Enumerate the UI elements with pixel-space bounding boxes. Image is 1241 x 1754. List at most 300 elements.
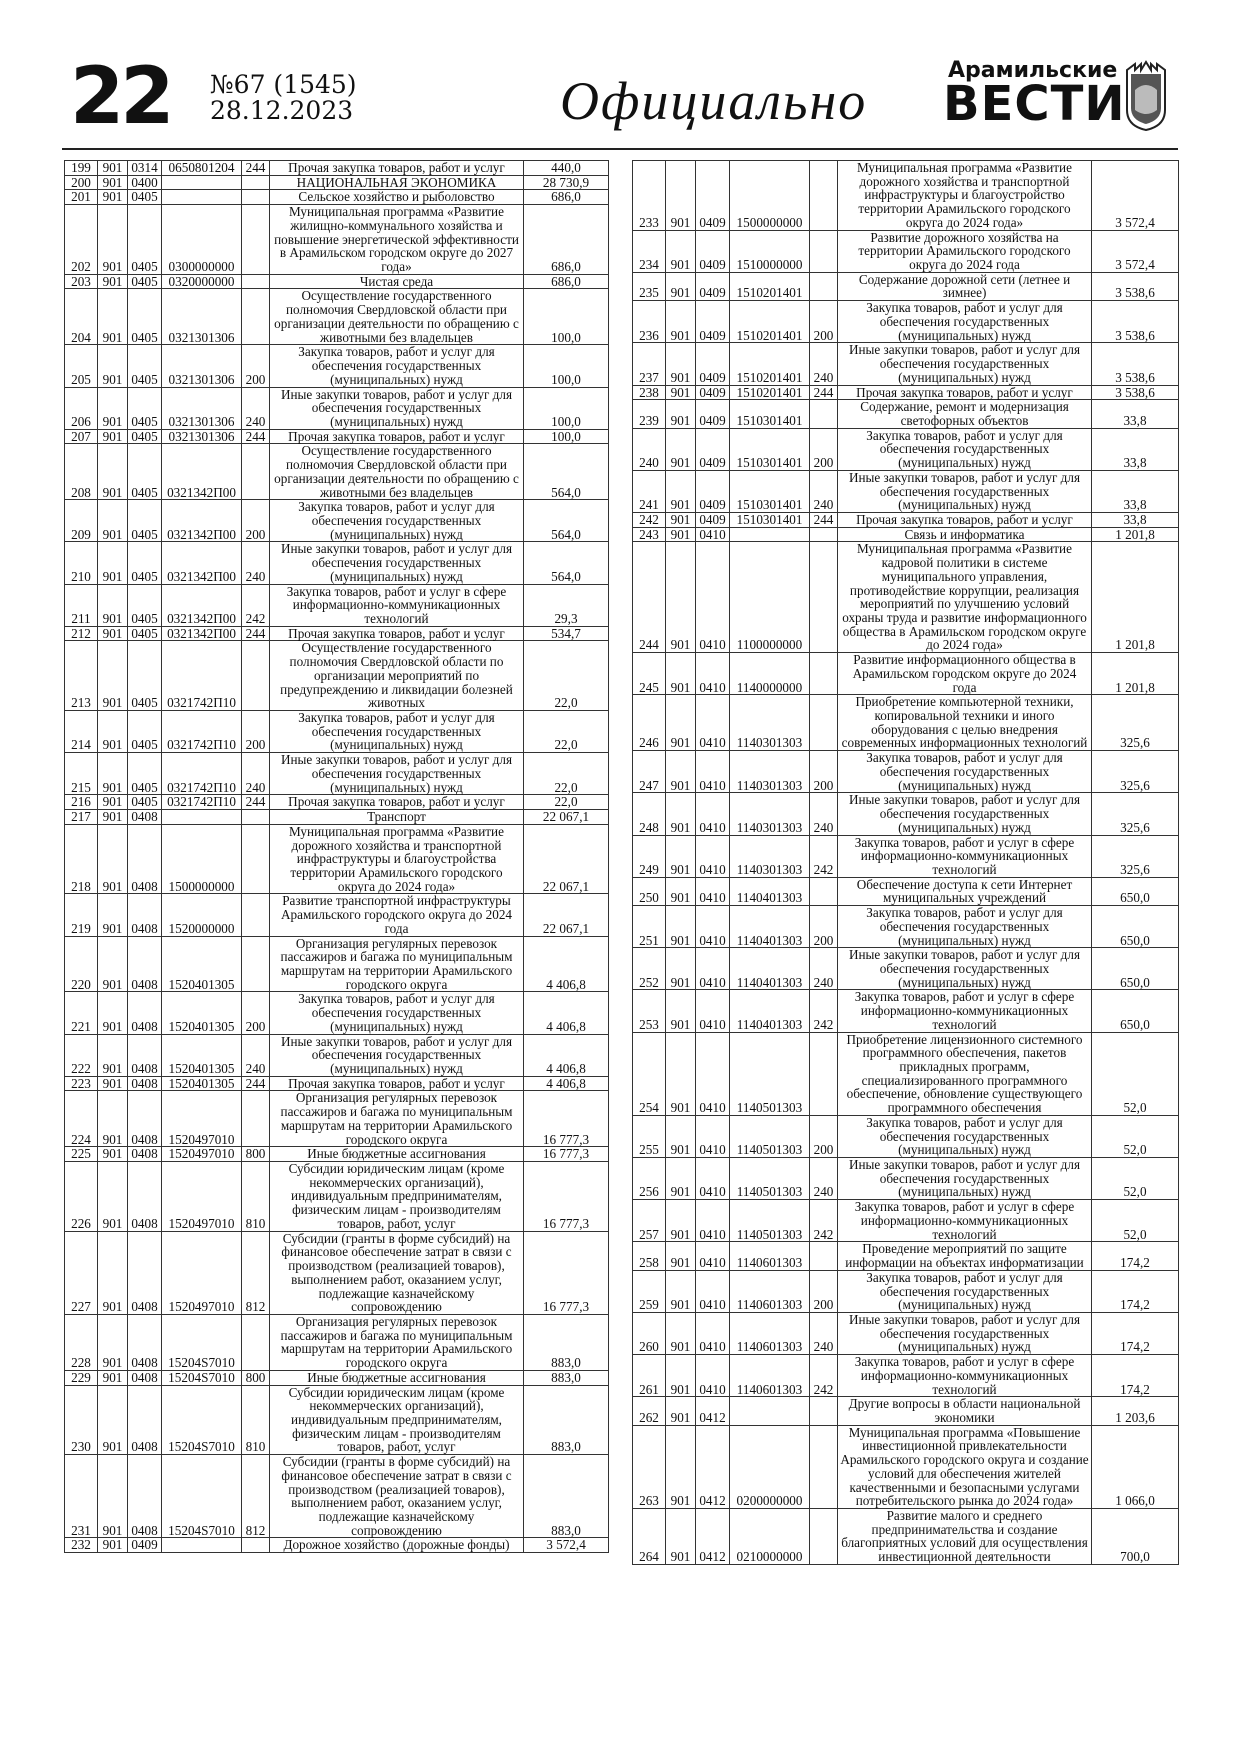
amount-cell: 33,8 bbox=[1092, 428, 1179, 470]
table-row bbox=[65, 190, 609, 205]
row-number-cell: 261 bbox=[633, 1355, 666, 1397]
description-cell: Другие вопросы в области национальной экономики bbox=[838, 1397, 1092, 1425]
section-code-cell: 0410 bbox=[696, 695, 730, 751]
expense-type-cell: 244 bbox=[810, 385, 838, 400]
expense-type-cell: 200 bbox=[810, 1270, 838, 1312]
amount-cell: 22,0 bbox=[524, 641, 609, 711]
table-row bbox=[65, 992, 609, 1034]
amount-cell: 1 201,8 bbox=[1092, 527, 1179, 542]
row-number-cell: 218 bbox=[65, 824, 98, 894]
section-code-cell: 0408 bbox=[128, 1034, 162, 1076]
amount-cell: 440,0 bbox=[524, 161, 609, 176]
amount-cell: 650,0 bbox=[1092, 877, 1179, 905]
expense-type-cell: 200 bbox=[242, 345, 270, 387]
amount-cell: 52,0 bbox=[1092, 1158, 1179, 1200]
expense-type-cell bbox=[242, 175, 270, 190]
target-code-cell bbox=[730, 1397, 810, 1425]
amount-cell: 16 777,3 bbox=[524, 1091, 609, 1147]
expense-type-cell bbox=[242, 1538, 270, 1553]
target-code-cell: 0321742П10 bbox=[162, 641, 242, 711]
expense-type-cell bbox=[242, 936, 270, 992]
table-row bbox=[633, 990, 1179, 1032]
target-code-cell: 1140501303 bbox=[730, 1032, 810, 1115]
row-number-cell: 238 bbox=[633, 385, 666, 400]
table-row bbox=[65, 1162, 609, 1232]
section-code-cell: 0405 bbox=[128, 444, 162, 500]
ministry-code-cell: 901 bbox=[98, 1370, 128, 1385]
table-row bbox=[65, 810, 609, 825]
ministry-code-cell: 901 bbox=[666, 301, 696, 343]
amount-cell: 3 538,6 bbox=[1092, 301, 1179, 343]
target-code-cell: 1140501303 bbox=[730, 1158, 810, 1200]
section-code-cell: 0409 bbox=[696, 161, 730, 231]
description-cell: Иные закупки товаров, работ и услуг для обеспечения государственных (муниципальных) нужд bbox=[270, 1034, 524, 1076]
amount-cell: 883,0 bbox=[524, 1370, 609, 1385]
section-code-cell: 0408 bbox=[128, 936, 162, 992]
description-cell: Иные закупки товаров, работ и услуг для обеспечения государственных (муниципальных) нужд bbox=[838, 948, 1092, 990]
expense-type-cell: 200 bbox=[810, 751, 838, 793]
section-code-cell: 0405 bbox=[128, 711, 162, 753]
row-number-cell: 241 bbox=[633, 470, 666, 512]
target-code-cell bbox=[730, 527, 810, 542]
section-code-cell: 0410 bbox=[696, 542, 730, 653]
row-number-cell: 239 bbox=[633, 400, 666, 428]
table-row bbox=[633, 1425, 1179, 1508]
description-cell: Субсидии (гранты в форме субсидий) на финансовое обеспечение затрат в связи с производством (реализацией товаров), выполнением работ, оказанием услуг, подлежащие казначейскому сопровождению bbox=[270, 1231, 524, 1314]
expense-type-cell: 244 bbox=[810, 512, 838, 527]
table-row bbox=[633, 527, 1179, 542]
expense-type-cell: 812 bbox=[242, 1231, 270, 1314]
section-code-cell: 0409 bbox=[696, 230, 730, 272]
target-code-cell bbox=[162, 190, 242, 205]
description-cell: Иные закупки товаров, работ и услуг для обеспечения государственных (муниципальных) нужд bbox=[838, 343, 1092, 385]
ministry-code-cell: 901 bbox=[666, 1397, 696, 1425]
description-cell: Развитие малого и среднего предпринимательства и создание благоприятных условий для осуществления инвестиционной деятельности bbox=[838, 1509, 1092, 1565]
description-cell: Иные закупки товаров, работ и услуг для обеспечения государственных (муниципальных) нужд bbox=[838, 1158, 1092, 1200]
amount-cell: 3 572,4 bbox=[1092, 161, 1179, 231]
issue-number: №67 (1545) bbox=[210, 70, 357, 99]
target-code-cell: 0321742П10 bbox=[162, 753, 242, 795]
expense-type-cell: 200 bbox=[810, 301, 838, 343]
section-code-cell: 0405 bbox=[128, 289, 162, 345]
description-cell: Иные бюджетные ассигнования bbox=[270, 1147, 524, 1162]
amount-cell: 3 538,6 bbox=[1092, 272, 1179, 300]
section-code-cell: 0408 bbox=[128, 1091, 162, 1147]
table-row bbox=[633, 653, 1179, 695]
description-cell: Содержание, ремонт и модернизация светофорных объектов bbox=[838, 400, 1092, 428]
header-rule bbox=[62, 148, 1178, 150]
expense-type-cell: 242 bbox=[810, 1355, 838, 1397]
ministry-code-cell: 901 bbox=[666, 990, 696, 1032]
row-number-cell: 230 bbox=[65, 1385, 98, 1455]
ministry-code-cell: 901 bbox=[666, 653, 696, 695]
section-code-cell: 0410 bbox=[696, 653, 730, 695]
table-row bbox=[65, 1370, 609, 1385]
row-number-cell: 204 bbox=[65, 289, 98, 345]
table-row bbox=[633, 343, 1179, 385]
table-row bbox=[65, 161, 609, 176]
description-cell: Муниципальная программа «Развитие жилищно-коммунального хозяйства и повышение энергетической эффективности в Арамильском городском округе до 2027 года» bbox=[270, 205, 524, 275]
row-number-cell: 219 bbox=[65, 894, 98, 936]
expense-type-cell: 242 bbox=[810, 835, 838, 877]
expense-type-cell bbox=[810, 1032, 838, 1115]
table-row bbox=[65, 1455, 609, 1538]
section-code-cell: 0412 bbox=[696, 1425, 730, 1508]
target-code-cell: 1520497010 bbox=[162, 1147, 242, 1162]
amount-cell: 534,7 bbox=[524, 626, 609, 641]
ministry-code-cell: 901 bbox=[98, 795, 128, 810]
table-row bbox=[65, 345, 609, 387]
amount-cell: 3 572,4 bbox=[524, 1538, 609, 1553]
expense-type-cell bbox=[242, 289, 270, 345]
ministry-code-cell: 901 bbox=[666, 272, 696, 300]
target-code-cell: 0321342П00 bbox=[162, 500, 242, 542]
row-number-cell: 217 bbox=[65, 810, 98, 825]
section-code-cell: 0408 bbox=[128, 810, 162, 825]
section-code-cell: 0410 bbox=[696, 793, 730, 835]
amount-cell: 29,3 bbox=[524, 584, 609, 626]
amount-cell: 650,0 bbox=[1092, 906, 1179, 948]
target-code-cell: 15204S7010 bbox=[162, 1314, 242, 1370]
row-number-cell: 210 bbox=[65, 542, 98, 584]
row-number-cell: 211 bbox=[65, 584, 98, 626]
expense-type-cell: 240 bbox=[810, 948, 838, 990]
target-code-cell: 1140601303 bbox=[730, 1355, 810, 1397]
ministry-code-cell: 901 bbox=[666, 948, 696, 990]
row-number-cell: 260 bbox=[633, 1312, 666, 1354]
row-number-cell: 235 bbox=[633, 272, 666, 300]
section-code-cell: 0408 bbox=[128, 1455, 162, 1538]
budget-table-right bbox=[632, 160, 1179, 1565]
amount-cell: 33,8 bbox=[1092, 400, 1179, 428]
ministry-code-cell: 901 bbox=[98, 810, 128, 825]
amount-cell: 3 538,6 bbox=[1092, 385, 1179, 400]
amount-cell: 4 406,8 bbox=[524, 1076, 609, 1091]
description-cell: Закупка товаров, работ и услуг для обеспечения государственных (муниципальных) нужд bbox=[838, 1115, 1092, 1157]
amount-cell: 650,0 bbox=[1092, 948, 1179, 990]
target-code-cell: 1520497010 bbox=[162, 1162, 242, 1232]
expense-type-cell: 242 bbox=[810, 1200, 838, 1242]
table-row bbox=[65, 429, 609, 444]
description-cell: Осуществление государственного полномочия Свердловской области по организации мероприятий по предупреждению и ликвидации болезней животных bbox=[270, 641, 524, 711]
description-cell: Субсидии (гранты в форме субсидий) на финансовое обеспечение затрат в связи с производством (реализацией товаров), выполнением работ, оказанием услуг, подлежащие казначейскому сопровождению bbox=[270, 1455, 524, 1538]
amount-cell: 100,0 bbox=[524, 387, 609, 429]
table-row bbox=[65, 753, 609, 795]
amount-cell: 52,0 bbox=[1092, 1115, 1179, 1157]
table-row bbox=[65, 1385, 609, 1455]
table-row bbox=[633, 835, 1179, 877]
expense-type-cell: 244 bbox=[242, 161, 270, 176]
ministry-code-cell: 901 bbox=[666, 527, 696, 542]
crest-icon bbox=[1125, 60, 1167, 132]
amount-cell: 22 067,1 bbox=[524, 810, 609, 825]
table-row bbox=[65, 1076, 609, 1091]
section-code-cell: 0410 bbox=[696, 1242, 730, 1270]
amount-cell: 686,0 bbox=[524, 190, 609, 205]
expense-type-cell: 200 bbox=[242, 711, 270, 753]
row-number-cell: 203 bbox=[65, 274, 98, 289]
section-code-cell: 0409 bbox=[696, 428, 730, 470]
target-code-cell: 0321301306 bbox=[162, 387, 242, 429]
ministry-code-cell: 901 bbox=[666, 1425, 696, 1508]
description-cell: Иные закупки товаров, работ и услуг для обеспечения государственных (муниципальных) нужд bbox=[270, 387, 524, 429]
target-code-cell: 0320000000 bbox=[162, 274, 242, 289]
table-row bbox=[65, 795, 609, 810]
amount-cell: 174,2 bbox=[1092, 1270, 1179, 1312]
description-cell: Организация регулярных перевозок пассажиров и багажа по муниципальным маршрутам на территории Арамильского городского округа bbox=[270, 936, 524, 992]
expense-type-cell bbox=[810, 1509, 838, 1565]
ministry-code-cell: 901 bbox=[666, 1355, 696, 1397]
ministry-code-cell: 901 bbox=[98, 894, 128, 936]
ministry-code-cell: 901 bbox=[666, 793, 696, 835]
amount-cell: 4 406,8 bbox=[524, 992, 609, 1034]
table-row bbox=[65, 205, 609, 275]
section-code-cell: 0410 bbox=[696, 527, 730, 542]
amount-cell: 100,0 bbox=[524, 289, 609, 345]
target-code-cell: 1510301401 bbox=[730, 428, 810, 470]
expense-type-cell: 244 bbox=[242, 626, 270, 641]
section-code-cell: 0409 bbox=[696, 343, 730, 385]
target-code-cell: 1520401305 bbox=[162, 1076, 242, 1091]
section-code-cell: 0314 bbox=[128, 161, 162, 176]
expense-type-cell bbox=[810, 400, 838, 428]
expense-type-cell bbox=[810, 1397, 838, 1425]
row-number-cell: 223 bbox=[65, 1076, 98, 1091]
table-row bbox=[65, 936, 609, 992]
expense-type-cell bbox=[242, 205, 270, 275]
expense-type-cell bbox=[810, 1242, 838, 1270]
ministry-code-cell: 901 bbox=[98, 387, 128, 429]
ministry-code-cell: 901 bbox=[666, 512, 696, 527]
description-cell: Осуществление государственного полномочия Свердловской области при организации деятельности по обращению с животными без владельцев bbox=[270, 444, 524, 500]
expense-type-cell: 240 bbox=[810, 343, 838, 385]
amount-cell: 3 538,6 bbox=[1092, 343, 1179, 385]
row-number-cell: 214 bbox=[65, 711, 98, 753]
table-row bbox=[65, 626, 609, 641]
target-code-cell: 0321342П00 bbox=[162, 444, 242, 500]
target-code-cell: 1140601303 bbox=[730, 1312, 810, 1354]
row-number-cell: 201 bbox=[65, 190, 98, 205]
section-code-cell: 0408 bbox=[128, 1076, 162, 1091]
target-code-cell: 1140601303 bbox=[730, 1242, 810, 1270]
expense-type-cell: 240 bbox=[810, 793, 838, 835]
description-cell: Чистая среда bbox=[270, 274, 524, 289]
description-cell: Прочая закупка товаров, работ и услуг bbox=[838, 512, 1092, 527]
description-cell: Осуществление государственного полномочия Свердловской области при организации деятельности по обращению с животными без владельцев bbox=[270, 289, 524, 345]
target-code-cell: 1140401303 bbox=[730, 877, 810, 905]
section-title: Официально bbox=[560, 71, 868, 131]
table-row bbox=[633, 751, 1179, 793]
description-cell: Муниципальная программа «Развитие дорожного хозяйства и транспортной инфраструктуры и благоустройства территории Арамильского городского округа до 2024 года» bbox=[270, 824, 524, 894]
table-row bbox=[633, 272, 1179, 300]
ministry-code-cell: 901 bbox=[666, 542, 696, 653]
ministry-code-cell: 901 bbox=[666, 751, 696, 793]
target-code-cell: 15204S7010 bbox=[162, 1455, 242, 1538]
ministry-code-cell: 901 bbox=[98, 711, 128, 753]
row-number-cell: 200 bbox=[65, 175, 98, 190]
description-cell: Прочая закупка товаров, работ и услуг bbox=[270, 429, 524, 444]
expense-type-cell: 242 bbox=[242, 584, 270, 626]
expense-type-cell bbox=[810, 695, 838, 751]
target-code-cell bbox=[162, 810, 242, 825]
amount-cell: 16 777,3 bbox=[524, 1147, 609, 1162]
expense-type-cell bbox=[242, 444, 270, 500]
row-number-cell: 227 bbox=[65, 1231, 98, 1314]
section-code-cell: 0409 bbox=[696, 301, 730, 343]
row-number-cell: 244 bbox=[633, 542, 666, 653]
expense-type-cell: 810 bbox=[242, 1162, 270, 1232]
section-code-cell: 0412 bbox=[696, 1397, 730, 1425]
ministry-code-cell: 901 bbox=[98, 936, 128, 992]
expense-type-cell bbox=[810, 161, 838, 231]
expense-type-cell bbox=[810, 542, 838, 653]
table-row bbox=[65, 444, 609, 500]
target-code-cell: 1100000000 bbox=[730, 542, 810, 653]
expense-type-cell bbox=[810, 653, 838, 695]
expense-type-cell: 240 bbox=[242, 542, 270, 584]
description-cell: Дорожное хозяйство (дорожные фонды) bbox=[270, 1538, 524, 1553]
amount-cell: 4 406,8 bbox=[524, 936, 609, 992]
section-code-cell: 0405 bbox=[128, 626, 162, 641]
row-number-cell: 264 bbox=[633, 1509, 666, 1565]
description-cell: НАЦИОНАЛЬНАЯ ЭКОНОМИКА bbox=[270, 175, 524, 190]
ministry-code-cell: 901 bbox=[98, 824, 128, 894]
description-cell: Сельское хозяйство и рыболовство bbox=[270, 190, 524, 205]
ministry-code-cell: 901 bbox=[98, 641, 128, 711]
amount-cell: 52,0 bbox=[1092, 1200, 1179, 1242]
amount-cell: 22 067,1 bbox=[524, 824, 609, 894]
table-row bbox=[65, 274, 609, 289]
expense-type-cell: 200 bbox=[242, 500, 270, 542]
ministry-code-cell: 901 bbox=[98, 175, 128, 190]
description-cell: Муниципальная программа «Повышение инвестиционной привлекательности Арамильского городского округа и создание условий для обеспечения жителей качественными и безопасными услугами потребительского рынка до 2024 года» bbox=[838, 1425, 1092, 1508]
section-code-cell: 0408 bbox=[128, 894, 162, 936]
target-code-cell: 1140301303 bbox=[730, 695, 810, 751]
description-cell: Прочая закупка товаров, работ и услуг bbox=[838, 385, 1092, 400]
section-code-cell: 0400 bbox=[128, 175, 162, 190]
row-number-cell: 225 bbox=[65, 1147, 98, 1162]
ministry-code-cell: 901 bbox=[98, 444, 128, 500]
target-code-cell: 1140501303 bbox=[730, 1200, 810, 1242]
row-number-cell: 213 bbox=[65, 641, 98, 711]
row-number-cell: 212 bbox=[65, 626, 98, 641]
ministry-code-cell: 901 bbox=[666, 1242, 696, 1270]
ministry-code-cell: 901 bbox=[666, 161, 696, 231]
target-code-cell: 1520000000 bbox=[162, 894, 242, 936]
table-row bbox=[633, 695, 1179, 751]
target-code-cell: 1520401305 bbox=[162, 992, 242, 1034]
table-row bbox=[633, 793, 1179, 835]
target-code-cell: 1140401303 bbox=[730, 906, 810, 948]
amount-cell: 4 406,8 bbox=[524, 1034, 609, 1076]
target-code-cell: 1140601303 bbox=[730, 1270, 810, 1312]
ministry-code-cell: 901 bbox=[666, 1200, 696, 1242]
section-code-cell: 0410 bbox=[696, 990, 730, 1032]
section-code-cell: 0410 bbox=[696, 1355, 730, 1397]
section-code-cell: 0408 bbox=[128, 1314, 162, 1370]
description-cell: Связь и информатика bbox=[838, 527, 1092, 542]
row-number-cell: 234 bbox=[633, 230, 666, 272]
table-row bbox=[633, 385, 1179, 400]
section-code-cell: 0408 bbox=[128, 1147, 162, 1162]
row-number-cell: 236 bbox=[633, 301, 666, 343]
section-code-cell: 0408 bbox=[128, 824, 162, 894]
amount-cell: 100,0 bbox=[524, 429, 609, 444]
description-cell: Прочая закупка товаров, работ и услуг bbox=[270, 1076, 524, 1091]
description-cell: Иные закупки товаров, работ и услуг для обеспечения государственных (муниципальных) нужд bbox=[270, 753, 524, 795]
description-cell: Закупка товаров, работ и услуг для обеспечения государственных (муниципальных) нужд bbox=[270, 711, 524, 753]
amount-cell: 1 203,6 bbox=[1092, 1397, 1179, 1425]
target-code-cell: 1500000000 bbox=[162, 824, 242, 894]
section-code-cell: 0405 bbox=[128, 387, 162, 429]
description-cell: Развитие транспортной инфраструктуры Арамильского городского округа до 2024 года bbox=[270, 894, 524, 936]
description-cell: Транспорт bbox=[270, 810, 524, 825]
section-code-cell: 0410 bbox=[696, 1200, 730, 1242]
table-row bbox=[633, 400, 1179, 428]
table-row bbox=[65, 584, 609, 626]
target-code-cell: 0321301306 bbox=[162, 289, 242, 345]
section-code-cell: 0405 bbox=[128, 641, 162, 711]
target-code-cell: 15204S7010 bbox=[162, 1370, 242, 1385]
expense-type-cell bbox=[810, 272, 838, 300]
section-code-cell: 0410 bbox=[696, 948, 730, 990]
amount-cell: 564,0 bbox=[524, 500, 609, 542]
ministry-code-cell: 901 bbox=[98, 584, 128, 626]
ministry-code-cell: 901 bbox=[98, 753, 128, 795]
description-cell: Субсидии юридическим лицам (кроме некоммерческих организаций), индивидуальным предпринимателям, физическим лицам - производителям товаров, работ, услуг bbox=[270, 1385, 524, 1455]
expense-type-cell: 244 bbox=[242, 795, 270, 810]
amount-cell: 22,0 bbox=[524, 753, 609, 795]
section-code-cell: 0410 bbox=[696, 751, 730, 793]
table-row bbox=[65, 175, 609, 190]
row-number-cell: 256 bbox=[633, 1158, 666, 1200]
row-number-cell: 208 bbox=[65, 444, 98, 500]
table-row bbox=[633, 301, 1179, 343]
target-code-cell: 0321301306 bbox=[162, 345, 242, 387]
expense-type-cell bbox=[242, 1091, 270, 1147]
description-cell: Закупка товаров, работ и услуг для обеспечения государственных (муниципальных) нужд bbox=[270, 992, 524, 1034]
ministry-code-cell: 901 bbox=[666, 877, 696, 905]
ministry-code-cell: 901 bbox=[666, 1509, 696, 1565]
amount-cell: 564,0 bbox=[524, 444, 609, 500]
expense-type-cell bbox=[242, 1314, 270, 1370]
section-code-cell: 0405 bbox=[128, 542, 162, 584]
expense-type-cell: 240 bbox=[810, 1158, 838, 1200]
row-number-cell: 233 bbox=[633, 161, 666, 231]
ministry-code-cell: 901 bbox=[98, 1314, 128, 1370]
amount-cell: 1 201,8 bbox=[1092, 653, 1179, 695]
table-row bbox=[633, 1397, 1179, 1425]
row-number-cell: 207 bbox=[65, 429, 98, 444]
expense-type-cell: 242 bbox=[810, 990, 838, 1032]
ministry-code-cell: 901 bbox=[98, 1091, 128, 1147]
row-number-cell: 206 bbox=[65, 387, 98, 429]
description-cell: Организация регулярных перевозок пассажиров и багажа по муниципальным маршрутам на территории Арамильского городского округа bbox=[270, 1091, 524, 1147]
row-number-cell: 231 bbox=[65, 1455, 98, 1538]
description-cell: Субсидии юридическим лицам (кроме некоммерческих организаций), индивидуальным предпринимателям, физическим лицам - производителям товаров, работ, услуг bbox=[270, 1162, 524, 1232]
table-row bbox=[65, 711, 609, 753]
description-cell: Прочая закупка товаров, работ и услуг bbox=[270, 161, 524, 176]
section-code-cell: 0408 bbox=[128, 1370, 162, 1385]
description-cell: Иные бюджетные ассигнования bbox=[270, 1370, 524, 1385]
ministry-code-cell: 901 bbox=[98, 190, 128, 205]
section-code-cell: 0410 bbox=[696, 835, 730, 877]
ministry-code-cell: 901 bbox=[98, 274, 128, 289]
description-cell: Прочая закупка товаров, работ и услуг bbox=[270, 626, 524, 641]
row-number-cell: 221 bbox=[65, 992, 98, 1034]
row-number-cell: 205 bbox=[65, 345, 98, 387]
row-number-cell: 250 bbox=[633, 877, 666, 905]
